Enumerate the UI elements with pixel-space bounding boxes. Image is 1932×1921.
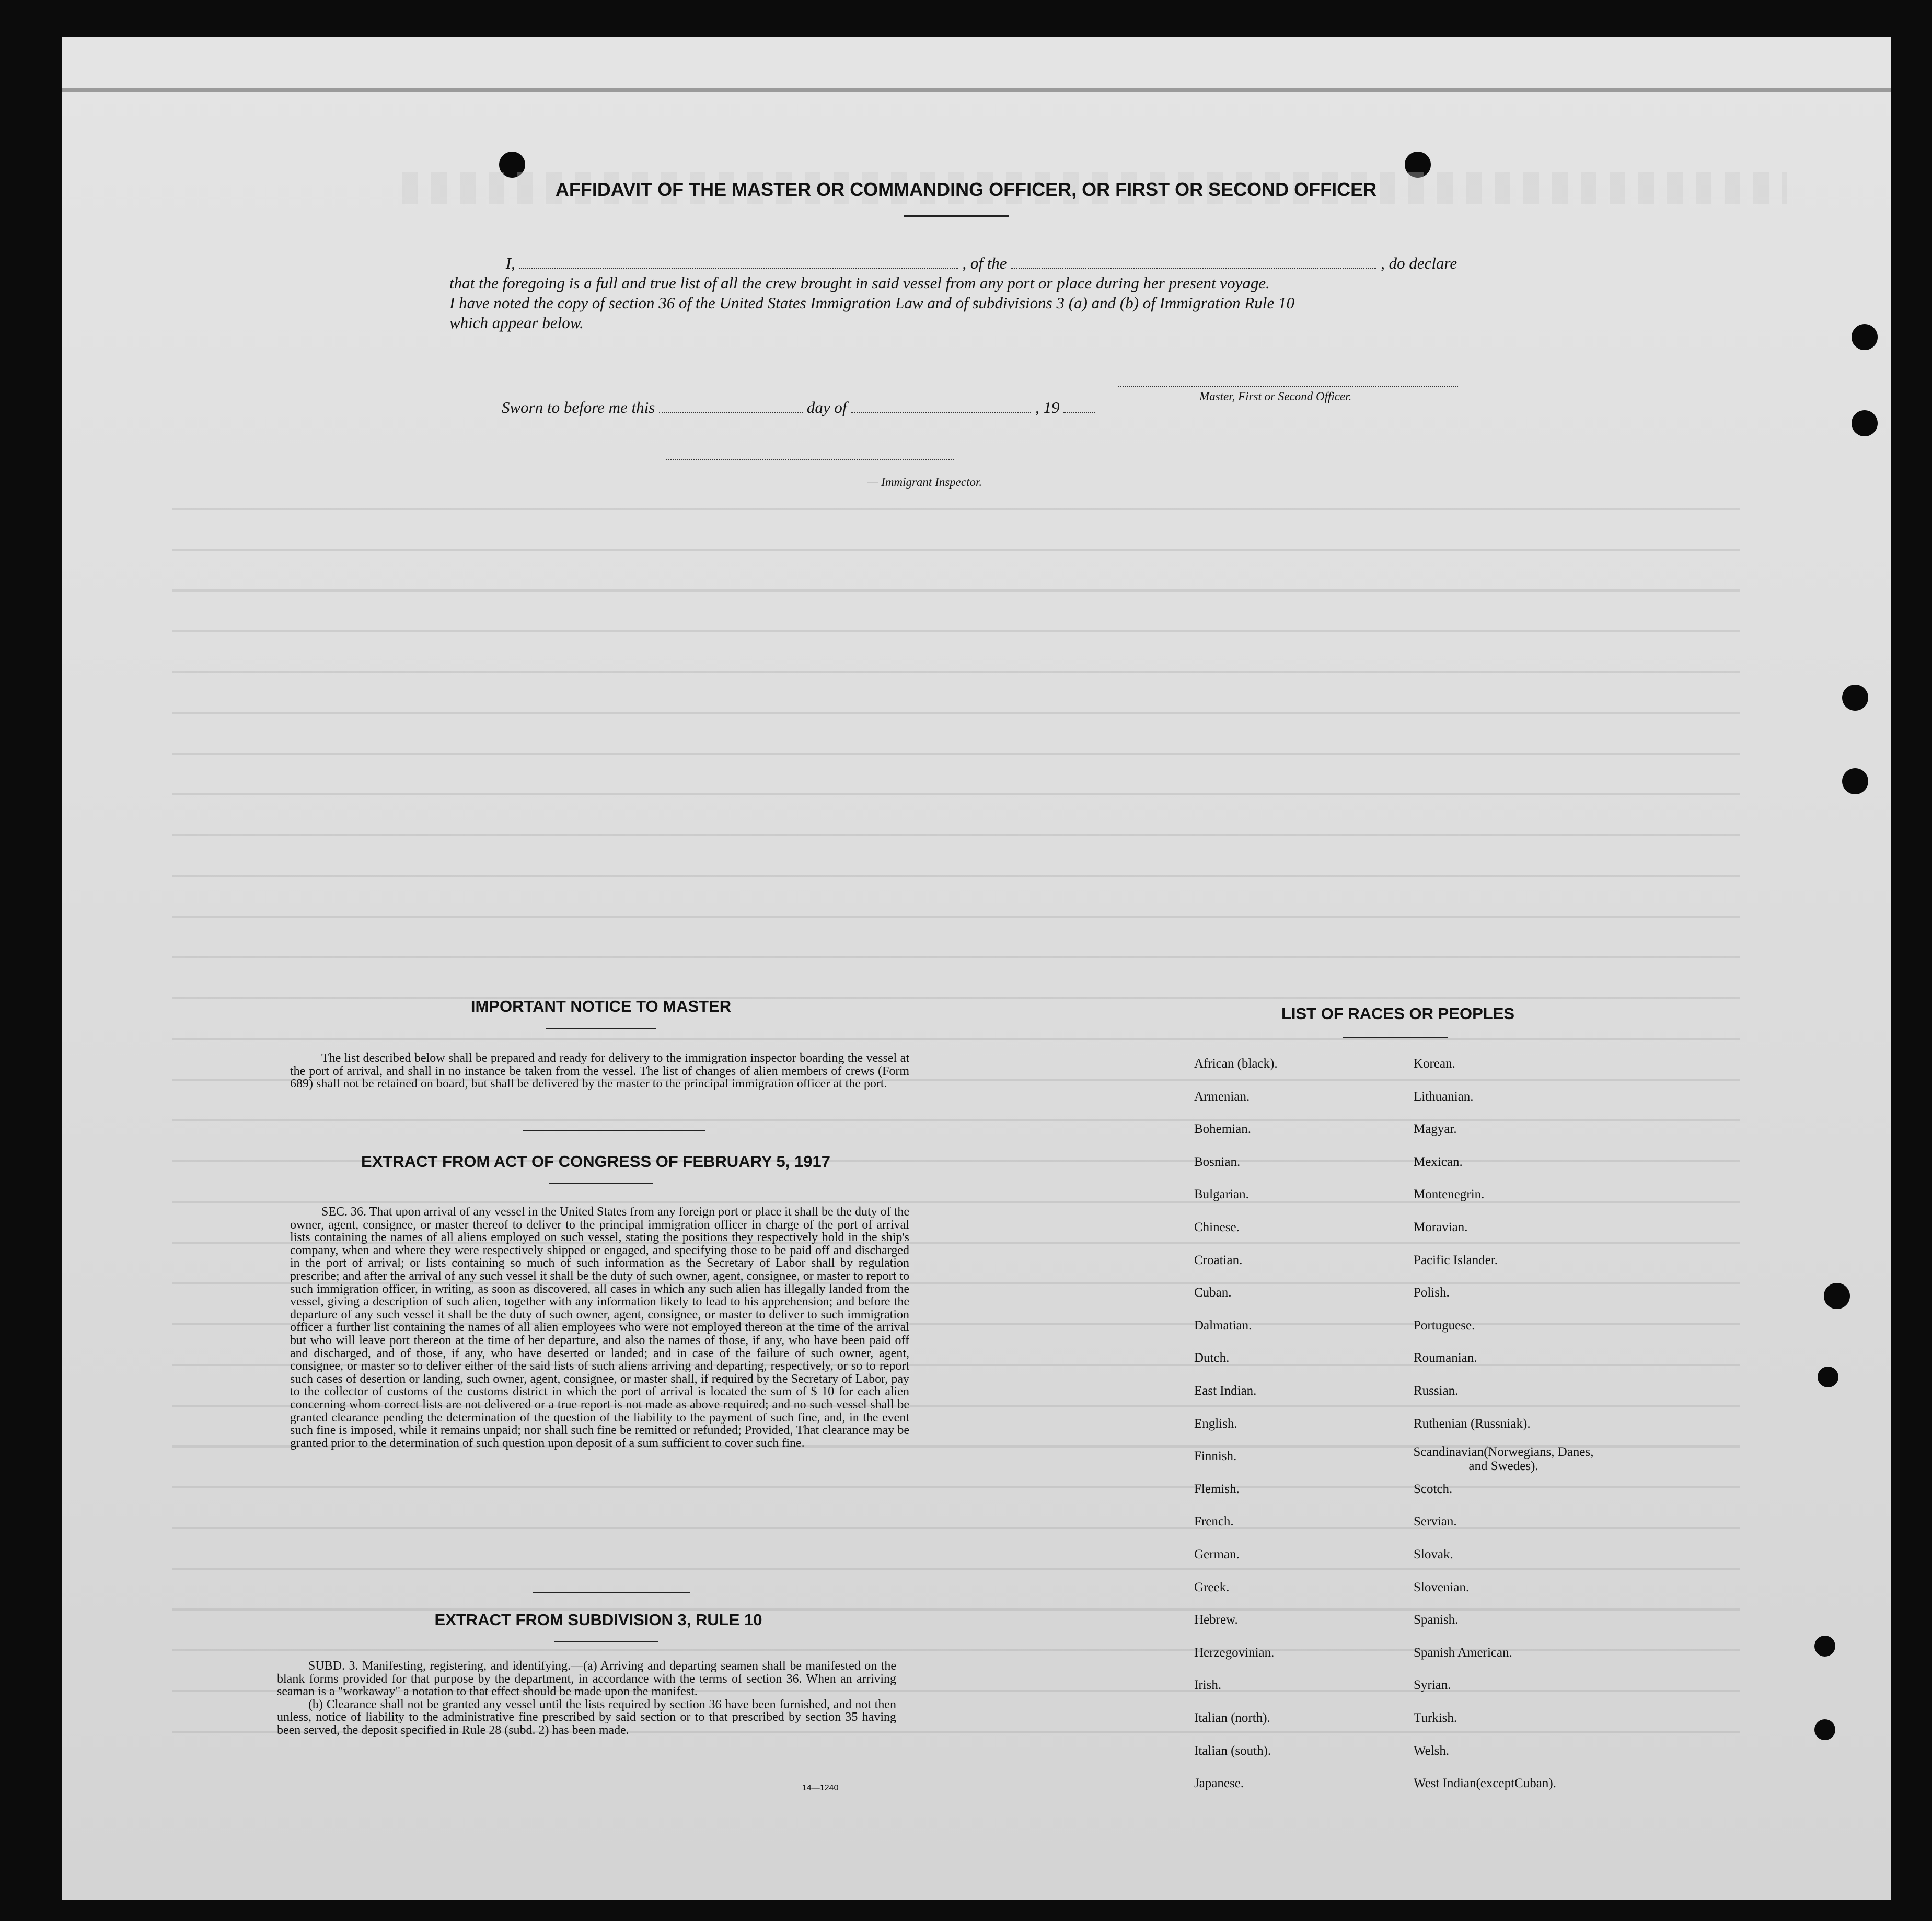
day-of-label: day of: [806, 398, 847, 416]
act-extract-underline: [549, 1183, 653, 1184]
race-item: Bosnian.: [1194, 1154, 1241, 1169]
race-item: West Indian(exceptCuban).: [1414, 1776, 1556, 1791]
rule-extract-body: [277, 1660, 896, 1737]
race-item: Italian (north).: [1194, 1711, 1270, 1725]
rule-extract-title: EXTRACT FROM SUBDIVISION 3, RULE 10: [434, 1611, 762, 1629]
race-item: Slovak.: [1414, 1547, 1453, 1561]
affidavit-of-label: , of the: [962, 254, 1007, 272]
race-item: Scotch.: [1414, 1482, 1453, 1496]
affidavit-title: AFFIDAVIT OF THE MASTER OR COMMANDING OFFICER, OR FIRST OR SECOND OFFICER: [555, 179, 1377, 200]
vessel-name-field[interactable]: [1011, 256, 1376, 269]
race-item: Welsh.: [1414, 1743, 1450, 1758]
race-item: Roumanian.: [1414, 1351, 1477, 1365]
bleed-through-rows: [172, 481, 1740, 1735]
race-item: Lithuanian.: [1414, 1089, 1474, 1104]
race-item: Spanish.: [1414, 1613, 1459, 1627]
inspector-signature-line[interactable]: [666, 459, 954, 460]
act-extract-title: EXTRACT FROM ACT OF CONGRESS OF FEBRUARY 5, 1917: [361, 1152, 830, 1171]
punch-hole-icon: [1818, 1367, 1838, 1387]
notice-title: IMPORTANT NOTICE TO MASTER: [470, 997, 732, 1015]
master-signature-label: Master, First or Second Officer.: [1199, 390, 1352, 403]
race-item: Syrian.: [1414, 1678, 1451, 1693]
act-divider: [533, 1592, 690, 1593]
master-name-field[interactable]: [519, 256, 958, 269]
race-item: African (black).: [1194, 1057, 1278, 1071]
race-item: Servian.: [1414, 1514, 1457, 1529]
form-number: 14—1240: [802, 1784, 839, 1792]
affidavit-line-1: [449, 254, 1468, 273]
race-item: Russian.: [1414, 1384, 1459, 1398]
race-item: French.: [1194, 1514, 1234, 1529]
race-item: Mexican.: [1414, 1154, 1463, 1169]
punch-hole-icon: [1814, 1636, 1835, 1657]
sworn-month-field[interactable]: [851, 400, 1031, 413]
inspector-signature-label: — Immigrant Inspector.: [867, 476, 982, 489]
sworn-label: Sworn to before me this: [502, 398, 655, 416]
race-item: Greek.: [1194, 1580, 1230, 1594]
master-signature-line[interactable]: [1118, 386, 1458, 387]
title-underline: [904, 215, 1009, 217]
notice-divider: [523, 1130, 705, 1131]
race-item: Montenegrin.: [1414, 1187, 1485, 1202]
race-item: Ruthenian (Russniak).: [1414, 1416, 1531, 1431]
affidavit-i-label: I,: [505, 254, 515, 272]
race-item: Polish.: [1414, 1286, 1450, 1300]
race-item: Portuguese.: [1414, 1318, 1475, 1333]
rule-extract-underline: [554, 1641, 658, 1642]
affidavit-declare-label: , do declare: [1381, 254, 1457, 272]
affidavit-line-2: that the foregoing is a full and true list of all the crew brought in said vessel from any port or place during her present voyage.: [449, 274, 1270, 292]
punch-hole-icon: [1842, 768, 1868, 794]
race-item: Irish.: [1194, 1678, 1222, 1693]
sworn-year-field[interactable]: [1063, 400, 1095, 413]
notice-body: The list described below shall be prepared and ready for delivery to the immigration inspector boarding the vessel at the port of arrival, and shall in no instance be taken from the vessel. The list of changes of alien members of crews (Form 689) shall not be retained on board, but shall be delivered by the master to the principal immigration officer at the port.: [290, 1051, 909, 1091]
race-item: Chinese.: [1194, 1220, 1240, 1234]
race-item: Slovenian.: [1414, 1580, 1470, 1594]
punch-hole-icon: [1842, 685, 1868, 711]
race-item: Dalmatian.: [1194, 1318, 1252, 1333]
affidavit-line-3: I have noted the copy of section 36 of the United States Immigration Law and of subdivisions 3 (a) and (b) of Immigration Rule 10: [449, 294, 1294, 312]
race-item: Spanish American.: [1414, 1645, 1512, 1660]
race-item: Finnish.: [1194, 1449, 1237, 1464]
year-label: , 19: [1035, 398, 1060, 416]
race-item: Bulgarian.: [1194, 1187, 1249, 1202]
affidavit-line-4: which appear below.: [449, 314, 584, 332]
race-item: Magyar.: [1414, 1122, 1457, 1137]
races-title: LIST OF RACES OR PEOPLES: [1281, 1004, 1515, 1023]
rule-paragraph-b: (b) Clearance shall not be granted any vessel until the lists required by section 36 have been furnished, and not then unless, notice of liability to the administrative fine prescribed by said section or to that prescribed by section 35 having been served, the deposit specified in Rule 28 (subd. 2) has been made.: [277, 1697, 896, 1737]
race-item: Cuban.: [1194, 1286, 1232, 1300]
punch-hole-icon: [1814, 1719, 1835, 1740]
act-extract-body: SEC. 36. That upon arrival of any vessel in the United States from any foreign port or place it shall be the duty of the owner, agent, consignee, or master thereof to deliver to the principal immigration officer in charge of the port of arrival lists containing the names of all aliens employed on such vessel, stating the positions they respectively hold in the ship's company, when and where they were respectively shipped or engaged, and specifying those to be paid off and discharged in the port of arrival; or lists containing so much of such information as the Secretary of Labor shall by regulation prescribe; and after the arrival of any such vessel it shall be the duty of such owner, agent, consignee, or master to report to such immigration officer, in writing, as soon as discovered, all cases in which any such alien has illegally landed from the vessel, giving a description of such alien, together with any information likely to lead to his apprehension; and before the departure of any such vessel it shall be the duty of such owner, agent, consignee, or master to deliver to such immigration officer a further list containing the names of all alien employees who were not employed thereon at the time of the arrival but who will leave port thereon at the time of her departure, and also the names of those, if any, who have been paid off and discharged, and of those, if any, who have deserted or landed; and in case of the failure of such owner, agent, consignee, or master so to deliver either of the said lists of such aliens arriving and departing, respectively, or so to report such cases of desertion or landing, such owner, agent, consignee, or master shall, if required by the Secretary of Labor, pay to the collector of customs of the customs district in which the port of arrival is located the sum of $ 10 for each alien concerning whom correct lists are not delivered or a true report is not made as above required; and no such vessel shall be granted clearance pending the determination of the question of the liability to the payment of such fine, and, in the event such fine is imposed, while it remains unpaid; nor shall such fine be remitted or refunded; Provided, That clearance may be granted prior to the determination of such question upon deposit of a sum sufficient to cover such fine.: [290, 1205, 909, 1450]
punch-hole-icon: [1824, 1283, 1850, 1309]
race-item: Moravian.: [1414, 1220, 1468, 1234]
race-item: Scandinavian(Norwegians, Danes, and Swedes).: [1413, 1445, 1594, 1474]
sworn-line: [502, 398, 1521, 417]
race-item: Flemish.: [1194, 1482, 1240, 1496]
punch-hole-icon: [1852, 410, 1878, 436]
race-item: Japanese.: [1194, 1776, 1244, 1791]
race-item: Pacific Islander.: [1414, 1253, 1498, 1267]
race-item: Italian (south).: [1194, 1743, 1271, 1758]
race-item: Korean.: [1414, 1057, 1455, 1071]
notice-underline: [546, 1028, 656, 1029]
race-item: German.: [1194, 1547, 1240, 1561]
race-item: Armenian.: [1194, 1089, 1250, 1104]
race-item: English.: [1194, 1416, 1237, 1431]
rule-paragraph-a: SUBD. 3. Manifesting, registering, and identifying.—(a) Arriving and departing seamen shall be manifested on the blank forms provided for that purpose by the department, in accordance with the terms of section 36. When an arriving seaman is a "workaway" a notation to that effect should be made upon the manifest.: [277, 1659, 896, 1699]
race-item: East Indian.: [1194, 1384, 1257, 1398]
sworn-day-field[interactable]: [659, 400, 803, 413]
races-underline: [1343, 1037, 1448, 1038]
punch-hole-icon: [1852, 324, 1878, 350]
race-item: Dutch.: [1194, 1351, 1230, 1365]
race-item: Bohemian.: [1194, 1122, 1252, 1137]
race-item: Herzegovinian.: [1194, 1645, 1275, 1660]
page-fold-edge: [62, 88, 1891, 92]
race-item: Hebrew.: [1194, 1613, 1238, 1627]
race-item: Croatian.: [1194, 1253, 1243, 1267]
race-item: Turkish.: [1414, 1711, 1457, 1725]
